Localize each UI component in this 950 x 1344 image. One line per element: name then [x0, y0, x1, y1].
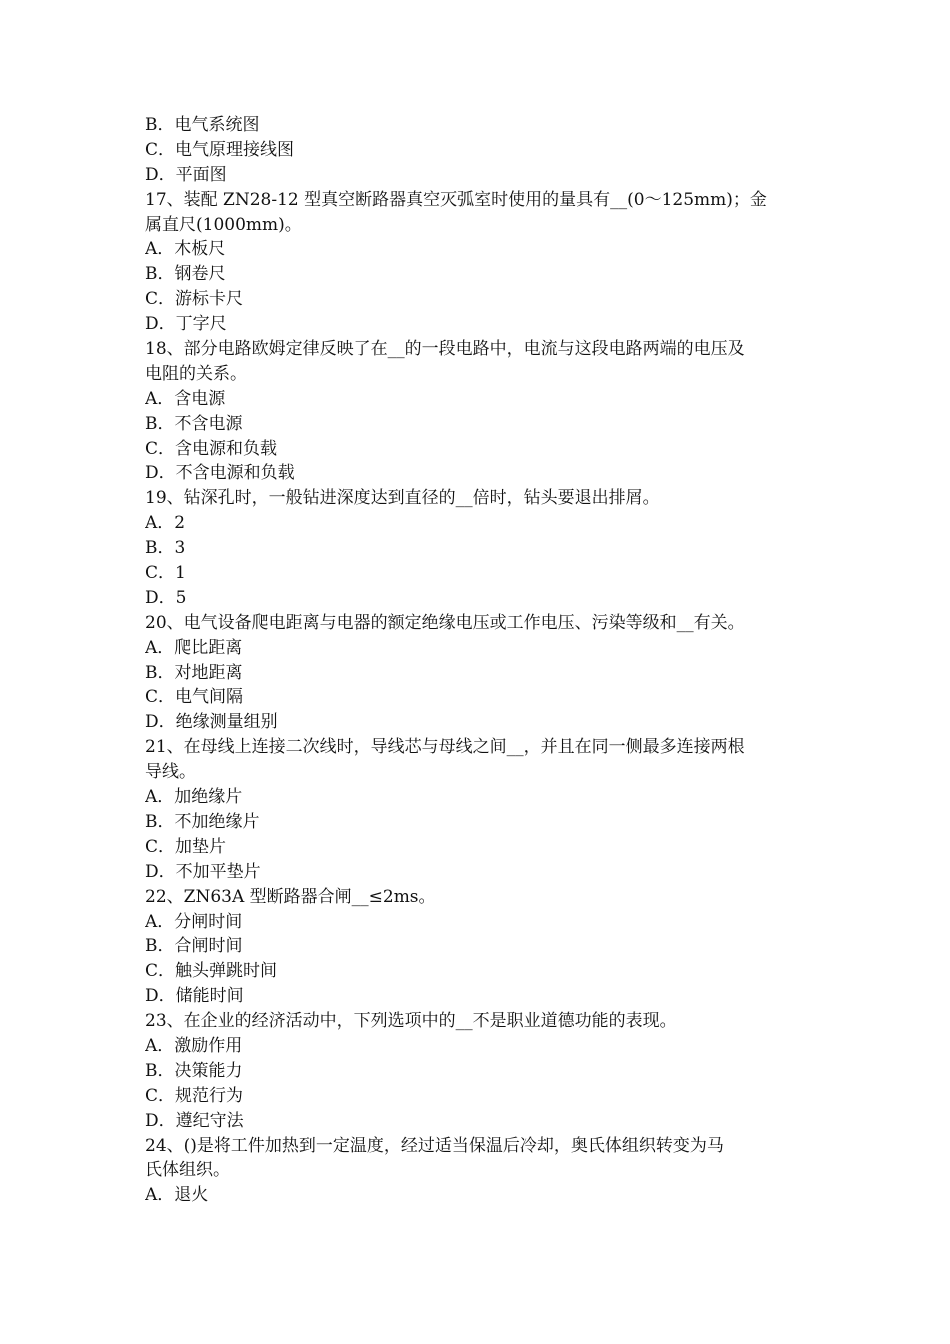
answer-option: A．2 — [145, 513, 186, 534]
question-text: 电阻的关系。 — [145, 363, 247, 384]
answer-option: B．钢卷尺 — [145, 264, 226, 285]
question-text: 氏体组织。 — [145, 1160, 230, 1181]
question-text: 导线。 — [145, 762, 196, 783]
question-text: 属直尺(1000mm)。 — [145, 214, 302, 235]
answer-option: D．平面图 — [145, 164, 227, 185]
answer-option: D．遵纪守法 — [145, 1110, 244, 1131]
answer-option: B．合闸时间 — [145, 936, 243, 957]
answer-option: D．绝缘测量组别 — [145, 712, 278, 733]
answer-option: C．含电源和负载 — [145, 438, 278, 459]
answer-option: D．不含电源和负载 — [145, 463, 295, 484]
answer-option: A．爬比距离 — [145, 637, 243, 658]
question-text: 22、ZN63A 型断路器合闸__≤2ms。 — [145, 886, 436, 907]
answer-option: C．电气原理接线图 — [145, 139, 295, 160]
question-text: 21、在母线上连接二次线时，导线芯与母线之间__，并且在同一侧最多连接两根 — [145, 737, 745, 758]
answer-option: D．不加平垫片 — [145, 861, 261, 882]
question-text: 23、在企业的经济活动中，下列选项中的__不是职业道德功能的表现。 — [145, 1011, 677, 1032]
answer-option: C．游标卡尺 — [145, 289, 244, 310]
answer-option: A．激励作用 — [145, 1035, 243, 1056]
answer-option: B．不含电源 — [145, 413, 243, 434]
answer-option: B．对地距离 — [145, 662, 243, 683]
answer-option: A．分闸时间 — [145, 911, 243, 932]
answer-option: C．电气间隔 — [145, 687, 244, 708]
answer-option: B．3 — [145, 538, 186, 559]
answer-option: A．含电源 — [145, 388, 226, 409]
answer-option: D．5 — [145, 587, 187, 608]
answer-option: B．不加绝缘片 — [145, 811, 260, 832]
answer-option: D．丁字尺 — [145, 314, 227, 335]
question-text: 17、装配 ZN28-12 型真空断路器真空灭弧室时使用的量具有__(0～125mm)；金 — [145, 189, 767, 210]
answer-option: C．1 — [145, 563, 186, 584]
answer-option: C．规范行为 — [145, 1085, 244, 1106]
document-body — [145, 113, 810, 1208]
answer-option: C．加垫片 — [145, 836, 227, 857]
question-text: 20、电气设备爬电距离与电器的额定绝缘电压或工作电压、污染等级和__有关。 — [145, 612, 745, 633]
answer-option: A．退火 — [145, 1185, 209, 1206]
question-text: 24、()是将工件加热到一定温度，经过适当保温后冷却，奥氏体组织转变为马 — [145, 1135, 724, 1156]
answer-option: C．触头弹跳时间 — [145, 961, 278, 982]
answer-option: D．储能时间 — [145, 986, 244, 1007]
question-text: 18、部分电路欧姆定律反映了在__的一段电路中，电流与这段电路两端的电压及 — [145, 339, 745, 360]
answer-option: A．加绝缘片 — [145, 787, 243, 808]
answer-option: A．木板尺 — [145, 239, 226, 260]
answer-option: B．电气系统图 — [145, 115, 260, 135]
answer-option: B．决策能力 — [145, 1060, 243, 1081]
question-text: 19、钻深孔时，一般钻进深度达到直径的__倍时，钻头要退出排屑。 — [145, 488, 660, 509]
